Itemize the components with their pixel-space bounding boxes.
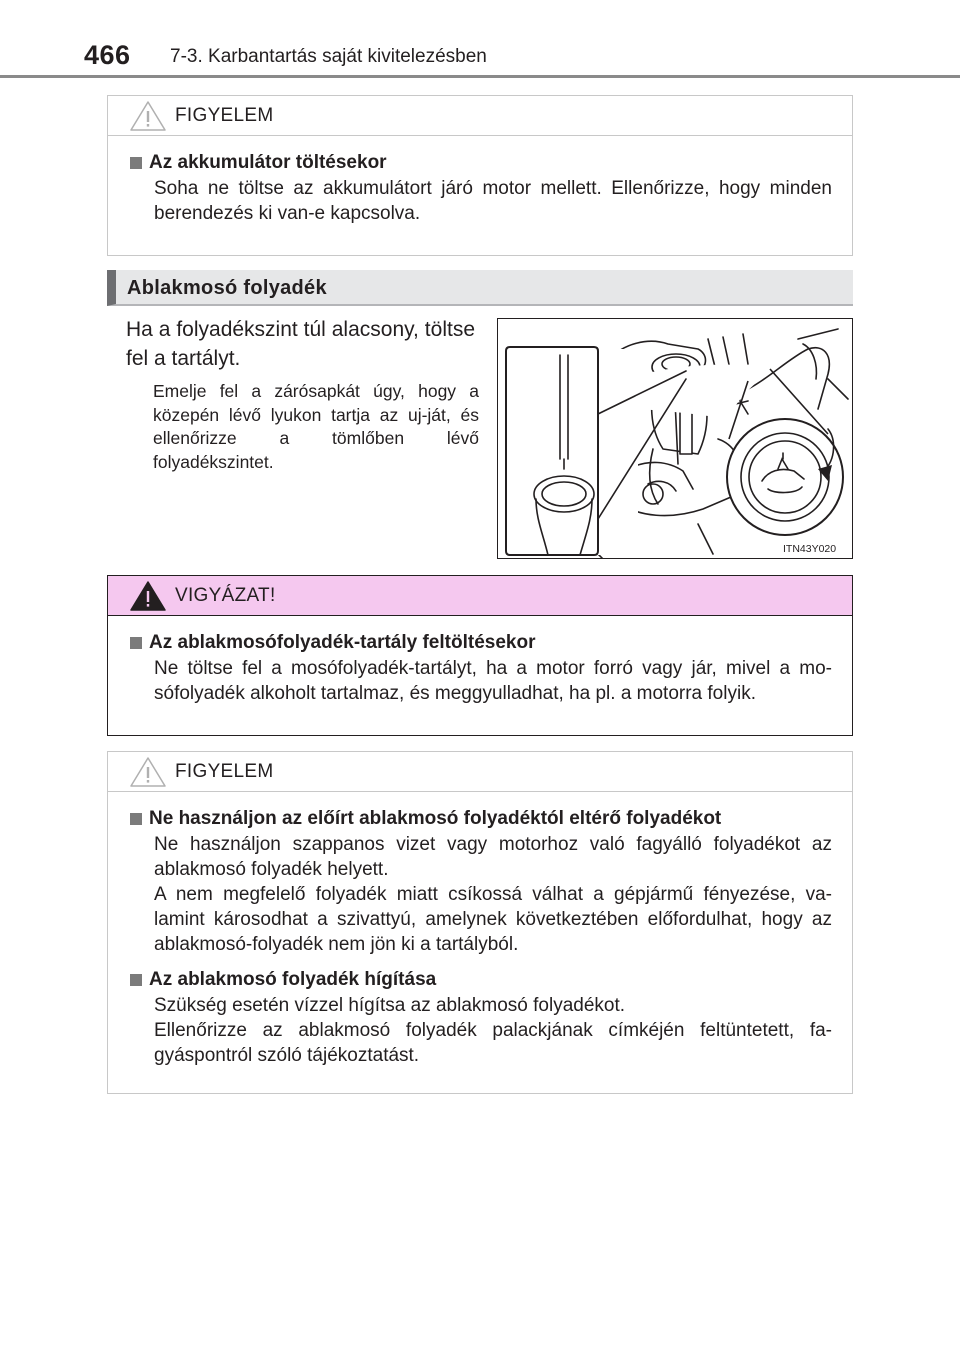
notice-item-text (152, 832, 832, 957)
figure-code: ITN43Y020 (783, 543, 837, 555)
square-bullet-icon (130, 813, 142, 825)
notice-label: FIGYELEM (175, 761, 274, 782)
notice-box-header (108, 96, 852, 136)
notice-item-title (130, 967, 832, 993)
page-header (0, 0, 960, 82)
notice-item-title (130, 150, 832, 176)
notice-box-header (108, 752, 852, 792)
intro-text: Ha a folyadékszint túl alacsony, töltse fel a tartályt. (126, 318, 475, 370)
notice-item-title-text: Az ablakmosó folyadék hígítása (149, 969, 437, 990)
notice-item-title-text: Ne használjon az előírt ablakmosó folyadéktól eltérő folyadékot (149, 808, 722, 829)
square-bullet-icon (130, 157, 142, 169)
section-heading: Ablakmosó folyadék (127, 277, 327, 299)
notice-item-text (152, 993, 832, 1068)
header-rule (0, 75, 960, 78)
notice-item-paragraph: Soha ne töltse az akkumulátort járó motor mellett. Ellenőrizze, hogy minden berendezés ki van-e kapcsolva. (154, 178, 832, 224)
notice-label: FIGYELEM (175, 105, 274, 126)
warning-triangle-icon (128, 99, 168, 133)
caution-label: VIGYÁZAT! (175, 585, 276, 606)
square-bullet-icon (130, 974, 142, 986)
caution-box-header (108, 576, 852, 616)
notice-item-title (130, 806, 832, 832)
notice-item-text (152, 176, 832, 226)
notice-body (108, 136, 852, 238)
notice-item-paragraph: Ellenőrizze az ablakmosó folyadék palackjának címkéjén feltüntetett, fa-gyáspontról szóló tájékoztatást. (154, 1020, 832, 1066)
notice-item (130, 806, 832, 957)
caution-item-title-text: Az ablakmosófolyadék-tartály feltöltésekor (149, 632, 536, 653)
caution-box-washer (107, 575, 853, 736)
notice-item-paragraph: Szükség esetén vízzel hígítsa az ablakmosó folyadékot. (154, 995, 626, 1016)
illustration-drawing (498, 319, 853, 559)
section-heading-bar (107, 270, 853, 306)
caution-item-title (130, 630, 832, 656)
notice-box-fluid (107, 751, 853, 1094)
caution-item (130, 630, 832, 706)
page-number: 466 (84, 40, 131, 70)
section-title: 7-3. Karbantartás saját kivitelezésben (170, 46, 487, 67)
notice-item-paragraph: A nem megfelelő folyadék miatt csíkossá válhat a gépjármű fényezése, va-lamint károsodhat a szivattyú, amelynek következtében előfordulhat, hogy az ablakmosó-folyadék nem jön ki a tartályból. (154, 884, 832, 955)
notice-item (130, 967, 832, 1068)
washer-reservoir-illustration (497, 318, 853, 559)
warning-triangle-icon (128, 579, 168, 613)
notice-item-title-text: Az akkumulátor töltésekor (149, 152, 387, 173)
square-bullet-icon (130, 637, 142, 649)
notice-body (108, 792, 852, 1080)
caution-item-paragraph: Ne töltse fel a mosófolyadék-tartályt, ha a motor forró vagy jár, mivel a mo-sófolyadék alkoholt tartalmaz, és meggyulladhat, ha pl. a motorra folyik. (154, 658, 832, 704)
notice-item-paragraph: Ne használjon szappanos vizet vagy motorhoz való fagyálló folyadékot az ablakmosó folyadék helyett. (154, 834, 832, 880)
caution-item-text (152, 656, 832, 706)
warning-triangle-icon (128, 755, 168, 789)
notice-box-battery (107, 95, 853, 256)
instruction-text: Emelje fel a zárósapkát úgy, hogy a közepén lévő lyukon tartja az uj-ját, és ellenőrizze a tömlőben lévő folyadékszintet. (153, 381, 479, 472)
caution-body (108, 616, 852, 718)
notice-item (130, 150, 832, 226)
